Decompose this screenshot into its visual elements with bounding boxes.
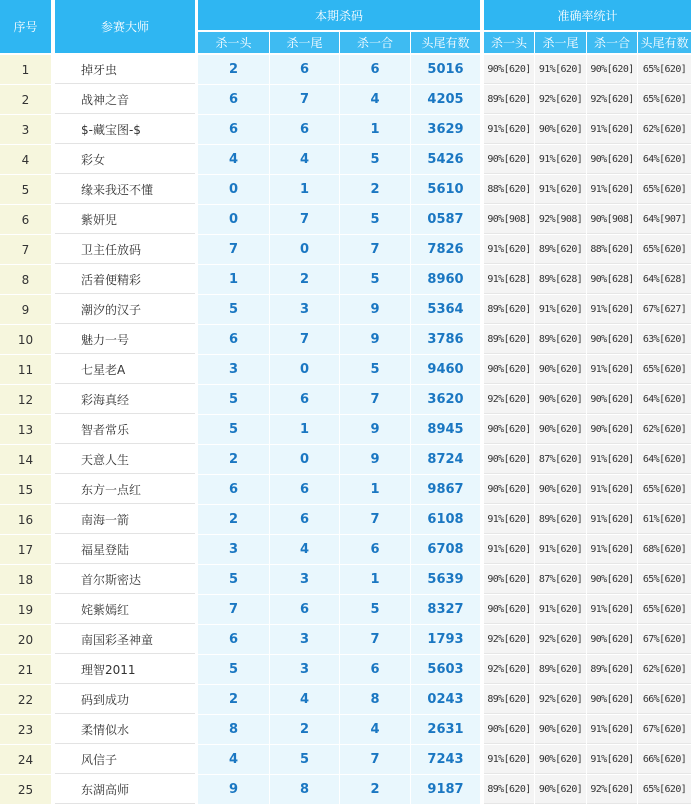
kill-digits-value: 5364 xyxy=(411,295,480,324)
stat-tail-rate: 91%[620] xyxy=(535,145,586,174)
kill-head-value: 6 xyxy=(198,475,269,504)
stat-sum-rate: 88%[620] xyxy=(587,235,637,264)
master-name: 东方一点红 xyxy=(55,475,195,504)
stat-sum-rate: 90%[620] xyxy=(587,625,637,654)
master-name: 首尔斯密达 xyxy=(55,565,195,594)
stat-digits-rate: 65%[620] xyxy=(638,55,691,84)
kill-digits-value: 8724 xyxy=(411,445,480,474)
row-index: 20 xyxy=(0,625,51,654)
stat-digits-rate: 67%[620] xyxy=(638,625,691,654)
kill-tail-value: 7 xyxy=(270,325,339,354)
master-name: 战神之音 xyxy=(55,85,195,114)
kill-head-value: 2 xyxy=(198,505,269,534)
kill-digits-value: 9187 xyxy=(411,775,480,804)
stat-tail-rate: 90%[620] xyxy=(535,415,586,444)
stat-tail-rate: 90%[620] xyxy=(535,115,586,144)
kill-sum-value: 5 xyxy=(340,355,410,384)
stat-sum-rate: 91%[620] xyxy=(587,745,637,774)
stat-head-rate: 89%[620] xyxy=(484,685,534,714)
stat-sum-rate: 90%[620] xyxy=(587,385,637,414)
header-kill-head: 杀一头 xyxy=(198,32,269,53)
kill-digits-value: 8945 xyxy=(411,415,480,444)
kill-sum-value: 7 xyxy=(340,505,410,534)
stat-sum-rate: 90%[620] xyxy=(587,415,637,444)
stat-digits-rate: 66%[620] xyxy=(638,745,691,774)
stat-digits-rate: 64%[620] xyxy=(638,445,691,474)
stat-sum-rate: 91%[620] xyxy=(587,445,637,474)
master-name: 彩女 xyxy=(55,145,195,174)
master-name: 活着便精彩 xyxy=(55,265,195,294)
header-stat-group: 准确率统计 xyxy=(484,0,691,30)
kill-head-value: 0 xyxy=(198,175,269,204)
header-stat-tail: 杀一尾 xyxy=(535,32,586,53)
stat-digits-rate: 65%[620] xyxy=(638,235,691,264)
stat-sum-rate: 91%[620] xyxy=(587,115,637,144)
row-index: 17 xyxy=(0,535,51,564)
kill-sum-value: 5 xyxy=(340,145,410,174)
stat-digits-rate: 65%[620] xyxy=(638,775,691,804)
stat-sum-rate: 89%[620] xyxy=(587,655,637,684)
stat-sum-rate: 91%[620] xyxy=(587,595,637,624)
stat-digits-rate: 67%[620] xyxy=(638,715,691,744)
stat-tail-rate: 90%[620] xyxy=(535,475,586,504)
kill-tail-value: 0 xyxy=(270,235,339,264)
stat-tail-rate: 91%[620] xyxy=(535,595,586,624)
kill-digits-value: 5610 xyxy=(411,175,480,204)
row-index: 25 xyxy=(0,775,51,804)
stat-head-rate: 89%[620] xyxy=(484,775,534,804)
master-name: 理智2011 xyxy=(55,655,195,684)
kill-digits-value: 0587 xyxy=(411,205,480,234)
stat-tail-rate: 91%[620] xyxy=(535,175,586,204)
header-master: 参赛大师 xyxy=(55,0,195,53)
row-index: 7 xyxy=(0,235,51,264)
kill-digits-value: 3786 xyxy=(411,325,480,354)
stat-head-rate: 92%[620] xyxy=(484,625,534,654)
master-name: 福星登陆 xyxy=(55,535,195,564)
stat-digits-rate: 63%[620] xyxy=(638,325,691,354)
stat-head-rate: 91%[620] xyxy=(484,745,534,774)
kill-digits-value: 8327 xyxy=(411,595,480,624)
stat-tail-rate: 87%[620] xyxy=(535,445,586,474)
kill-tail-value: 0 xyxy=(270,445,339,474)
row-index: 21 xyxy=(0,655,51,684)
kill-digits-value: 4205 xyxy=(411,85,480,114)
kill-digits-value: 6108 xyxy=(411,505,480,534)
kill-tail-value: 6 xyxy=(270,505,339,534)
stat-head-rate: 90%[620] xyxy=(484,475,534,504)
kill-tail-value: 4 xyxy=(270,145,339,174)
stat-digits-rate: 62%[620] xyxy=(638,655,691,684)
stat-head-rate: 92%[620] xyxy=(484,655,534,684)
stat-head-rate: 90%[620] xyxy=(484,145,534,174)
stat-tail-rate: 92%[620] xyxy=(535,85,586,114)
row-index: 3 xyxy=(0,115,51,144)
kill-tail-value: 3 xyxy=(270,565,339,594)
kill-sum-value: 4 xyxy=(340,85,410,114)
header-stat-digits: 头尾有数 xyxy=(638,32,691,53)
stat-digits-rate: 65%[620] xyxy=(638,85,691,114)
header-stat-head: 杀一头 xyxy=(484,32,534,53)
stat-sum-rate: 90%[620] xyxy=(587,145,637,174)
stat-head-rate: 88%[620] xyxy=(484,175,534,204)
row-index: 11 xyxy=(0,355,51,384)
kill-sum-value: 6 xyxy=(340,655,410,684)
stat-head-rate: 90%[620] xyxy=(484,445,534,474)
kill-tail-value: 3 xyxy=(270,295,339,324)
stat-head-rate: 90%[620] xyxy=(484,715,534,744)
kill-digits-value: 9867 xyxy=(411,475,480,504)
master-name: 东湖高师 xyxy=(55,775,195,804)
stat-head-rate: 90%[620] xyxy=(484,355,534,384)
master-name: 码到成功 xyxy=(55,685,195,714)
kill-digits-value: 0243 xyxy=(411,685,480,714)
stat-tail-rate: 89%[628] xyxy=(535,265,586,294)
kill-tail-value: 6 xyxy=(270,55,339,84)
stat-sum-rate: 91%[620] xyxy=(587,475,637,504)
kill-tail-value: 7 xyxy=(270,205,339,234)
stat-head-rate: 91%[620] xyxy=(484,235,534,264)
stat-digits-rate: 62%[620] xyxy=(638,115,691,144)
row-index: 6 xyxy=(0,205,51,234)
stat-sum-rate: 91%[620] xyxy=(587,535,637,564)
kill-head-value: 6 xyxy=(198,625,269,654)
stat-digits-rate: 65%[620] xyxy=(638,355,691,384)
kill-tail-value: 3 xyxy=(270,655,339,684)
stat-tail-rate: 90%[620] xyxy=(535,385,586,414)
stat-tail-rate: 92%[620] xyxy=(535,685,586,714)
row-index: 16 xyxy=(0,505,51,534)
stat-sum-rate: 90%[620] xyxy=(587,565,637,594)
header-kill-digits: 头尾有数 xyxy=(411,32,480,53)
master-name: 缘来我还不懂 xyxy=(55,175,195,204)
stat-head-rate: 91%[620] xyxy=(484,115,534,144)
kill-head-value: 5 xyxy=(198,565,269,594)
stat-head-rate: 91%[628] xyxy=(484,265,534,294)
kill-sum-value: 5 xyxy=(340,265,410,294)
header-kill-tail: 杀一尾 xyxy=(270,32,339,53)
kill-head-value: 2 xyxy=(198,445,269,474)
kill-head-value: 1 xyxy=(198,265,269,294)
stat-digits-rate: 64%[907] xyxy=(638,205,691,234)
kill-digits-value: 5639 xyxy=(411,565,480,594)
stat-tail-rate: 90%[620] xyxy=(535,355,586,384)
stat-sum-rate: 91%[620] xyxy=(587,355,637,384)
header-stat-sum: 杀一合 xyxy=(587,32,637,53)
stat-tail-rate: 92%[620] xyxy=(535,625,586,654)
kill-head-value: 0 xyxy=(198,205,269,234)
row-index: 8 xyxy=(0,265,51,294)
stat-digits-rate: 67%[627] xyxy=(638,295,691,324)
stat-sum-rate: 91%[620] xyxy=(587,715,637,744)
stat-head-rate: 91%[620] xyxy=(484,505,534,534)
kill-sum-value: 5 xyxy=(340,595,410,624)
stat-tail-rate: 91%[620] xyxy=(535,295,586,324)
header-kill-sum: 杀一合 xyxy=(340,32,410,53)
kill-head-value: 5 xyxy=(198,655,269,684)
master-name: 智者常乐 xyxy=(55,415,195,444)
master-name: 掉牙虫 xyxy=(55,55,195,84)
row-index: 5 xyxy=(0,175,51,204)
master-name: 柔情似水 xyxy=(55,715,195,744)
kill-head-value: 6 xyxy=(198,325,269,354)
kill-tail-value: 6 xyxy=(270,595,339,624)
stat-sum-rate: 91%[620] xyxy=(587,505,637,534)
kill-sum-value: 7 xyxy=(340,745,410,774)
kill-digits-value: 3620 xyxy=(411,385,480,414)
master-name: 潮汐的汉子 xyxy=(55,295,195,324)
row-index: 13 xyxy=(0,415,51,444)
stat-tail-rate: 89%[620] xyxy=(535,655,586,684)
stat-tail-rate: 89%[620] xyxy=(535,505,586,534)
kill-tail-value: 4 xyxy=(270,685,339,714)
stat-digits-rate: 64%[620] xyxy=(638,145,691,174)
master-name: 彩海真经 xyxy=(55,385,195,414)
stat-head-rate: 90%[620] xyxy=(484,565,534,594)
kill-head-value: 5 xyxy=(198,295,269,324)
stat-tail-rate: 91%[620] xyxy=(535,535,586,564)
stat-sum-rate: 90%[620] xyxy=(587,685,637,714)
kill-tail-value: 3 xyxy=(270,625,339,654)
kill-head-value: 9 xyxy=(198,775,269,804)
stat-tail-rate: 89%[620] xyxy=(535,325,586,354)
stat-sum-rate: 92%[620] xyxy=(587,775,637,804)
kill-sum-value: 9 xyxy=(340,445,410,474)
stat-sum-rate: 90%[620] xyxy=(587,55,637,84)
stat-tail-rate: 87%[620] xyxy=(535,565,586,594)
stat-sum-rate: 90%[628] xyxy=(587,265,637,294)
kill-head-value: 4 xyxy=(198,145,269,174)
kill-tail-value: 6 xyxy=(270,385,339,414)
master-name: $-藏宝图-$ xyxy=(55,115,195,144)
kill-tail-value: 2 xyxy=(270,715,339,744)
header-kill-group: 本期杀码 xyxy=(198,0,480,30)
stat-tail-rate: 90%[620] xyxy=(535,775,586,804)
kill-sum-value: 4 xyxy=(340,715,410,744)
kill-sum-value: 2 xyxy=(340,775,410,804)
stat-digits-rate: 64%[620] xyxy=(638,385,691,414)
kill-sum-value: 1 xyxy=(340,475,410,504)
kill-head-value: 7 xyxy=(198,235,269,264)
stat-digits-rate: 61%[620] xyxy=(638,505,691,534)
stat-tail-rate: 91%[620] xyxy=(535,55,586,84)
master-name: 南海一箭 xyxy=(55,505,195,534)
kill-head-value: 6 xyxy=(198,115,269,144)
stat-head-rate: 90%[620] xyxy=(484,55,534,84)
kill-sum-value: 1 xyxy=(340,115,410,144)
stat-head-rate: 92%[620] xyxy=(484,385,534,414)
row-index: 15 xyxy=(0,475,51,504)
kill-sum-value: 7 xyxy=(340,235,410,264)
master-name: 魅力一号 xyxy=(55,325,195,354)
kill-head-value: 3 xyxy=(198,535,269,564)
stat-head-rate: 90%[620] xyxy=(484,595,534,624)
kill-tail-value: 6 xyxy=(270,475,339,504)
row-index: 4 xyxy=(0,145,51,174)
master-name: 七星老A xyxy=(55,355,195,384)
stat-digits-rate: 68%[620] xyxy=(638,535,691,564)
kill-digits-value: 9460 xyxy=(411,355,480,384)
kill-digits-value: 5016 xyxy=(411,55,480,84)
stat-tail-rate: 89%[620] xyxy=(535,235,586,264)
stat-sum-rate: 90%[908] xyxy=(587,205,637,234)
row-index: 24 xyxy=(0,745,51,774)
stat-digits-rate: 65%[620] xyxy=(638,475,691,504)
row-index: 18 xyxy=(0,565,51,594)
master-name: 天意人生 xyxy=(55,445,195,474)
stat-tail-rate: 90%[620] xyxy=(535,715,586,744)
kill-sum-value: 6 xyxy=(340,55,410,84)
kill-digits-value: 5603 xyxy=(411,655,480,684)
kill-head-value: 6 xyxy=(198,85,269,114)
kill-tail-value: 6 xyxy=(270,115,339,144)
stat-sum-rate: 91%[620] xyxy=(587,295,637,324)
stat-digits-rate: 65%[620] xyxy=(638,175,691,204)
kill-tail-value: 0 xyxy=(270,355,339,384)
kill-tail-value: 1 xyxy=(270,415,339,444)
row-index: 12 xyxy=(0,385,51,414)
kill-head-value: 4 xyxy=(198,745,269,774)
stat-sum-rate: 90%[620] xyxy=(587,325,637,354)
kill-sum-value: 9 xyxy=(340,295,410,324)
stat-digits-rate: 62%[620] xyxy=(638,415,691,444)
kill-sum-value: 9 xyxy=(340,325,410,354)
kill-tail-value: 5 xyxy=(270,745,339,774)
kill-digits-value: 6708 xyxy=(411,535,480,564)
kill-tail-value: 8 xyxy=(270,775,339,804)
stat-head-rate: 89%[620] xyxy=(484,325,534,354)
stat-head-rate: 90%[620] xyxy=(484,415,534,444)
kill-digits-value: 8960 xyxy=(411,265,480,294)
kill-digits-value: 3629 xyxy=(411,115,480,144)
master-name: 卫主任放码 xyxy=(55,235,195,264)
kill-tail-value: 2 xyxy=(270,265,339,294)
stat-digits-rate: 65%[620] xyxy=(638,595,691,624)
kill-sum-value: 7 xyxy=(340,385,410,414)
kill-sum-value: 9 xyxy=(340,415,410,444)
kill-head-value: 7 xyxy=(198,595,269,624)
stat-tail-rate: 92%[908] xyxy=(535,205,586,234)
kill-head-value: 5 xyxy=(198,415,269,444)
stat-tail-rate: 90%[620] xyxy=(535,745,586,774)
kill-tail-value: 1 xyxy=(270,175,339,204)
stat-head-rate: 90%[908] xyxy=(484,205,534,234)
kill-head-value: 5 xyxy=(198,385,269,414)
kill-digits-value: 7826 xyxy=(411,235,480,264)
stat-sum-rate: 92%[620] xyxy=(587,85,637,114)
row-index: 22 xyxy=(0,685,51,714)
kill-sum-value: 5 xyxy=(340,205,410,234)
header-index: 序号 xyxy=(0,0,51,53)
row-index: 14 xyxy=(0,445,51,474)
master-name: 姹紫嫣红 xyxy=(55,595,195,624)
kill-sum-value: 1 xyxy=(340,565,410,594)
master-name: 南国彩圣神童 xyxy=(55,625,195,654)
stat-head-rate: 91%[620] xyxy=(484,535,534,564)
stat-digits-rate: 64%[628] xyxy=(638,265,691,294)
kill-head-value: 2 xyxy=(198,55,269,84)
kill-tail-value: 4 xyxy=(270,535,339,564)
kill-digits-value: 7243 xyxy=(411,745,480,774)
row-index: 19 xyxy=(0,595,51,624)
kill-tail-value: 7 xyxy=(270,85,339,114)
stat-head-rate: 89%[620] xyxy=(484,295,534,324)
row-index: 10 xyxy=(0,325,51,354)
kill-digits-value: 1793 xyxy=(411,625,480,654)
master-name: 风信子 xyxy=(55,745,195,774)
kill-sum-value: 8 xyxy=(340,685,410,714)
kill-digits-value: 2631 xyxy=(411,715,480,744)
kill-sum-value: 2 xyxy=(340,175,410,204)
stat-digits-rate: 65%[620] xyxy=(638,565,691,594)
kill-head-value: 8 xyxy=(198,715,269,744)
kill-head-value: 3 xyxy=(198,355,269,384)
stat-digits-rate: 66%[620] xyxy=(638,685,691,714)
stat-head-rate: 89%[620] xyxy=(484,85,534,114)
kill-sum-value: 6 xyxy=(340,535,410,564)
stat-sum-rate: 91%[620] xyxy=(587,175,637,204)
master-name: 紫妍児 xyxy=(55,205,195,234)
row-index: 1 xyxy=(0,55,51,84)
row-index: 2 xyxy=(0,85,51,114)
kill-sum-value: 7 xyxy=(340,625,410,654)
row-index: 23 xyxy=(0,715,51,744)
kill-head-value: 2 xyxy=(198,685,269,714)
kill-digits-value: 5426 xyxy=(411,145,480,174)
row-index: 9 xyxy=(0,295,51,324)
